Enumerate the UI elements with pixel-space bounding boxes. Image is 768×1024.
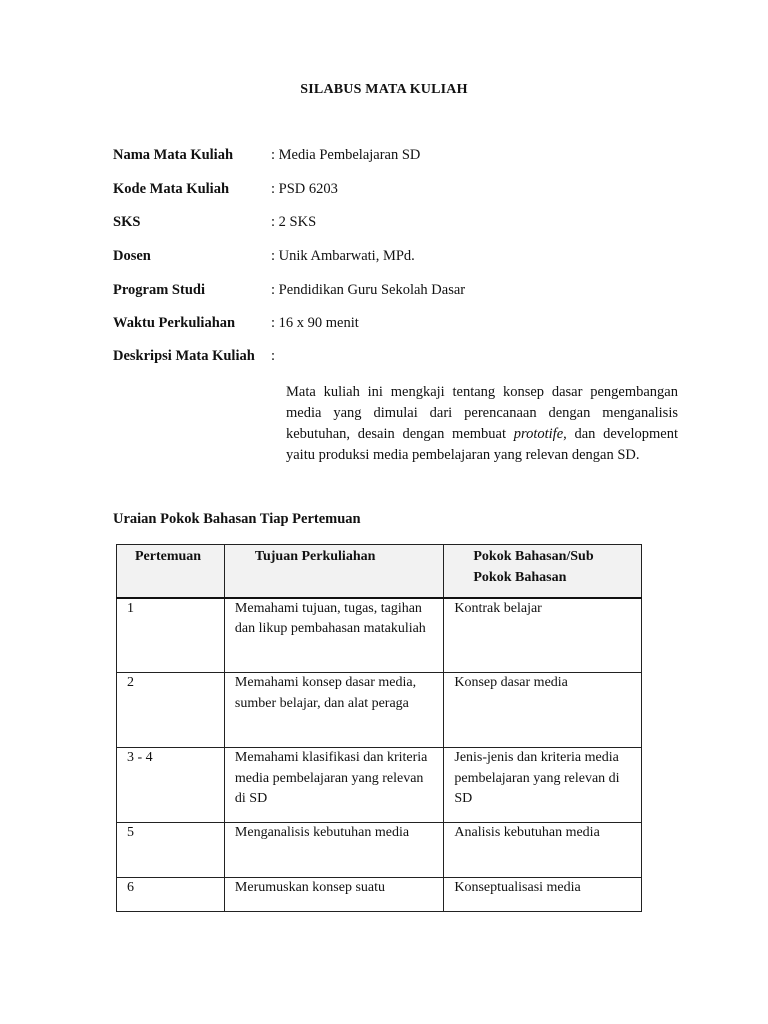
- meta-label: Kode Mata Kuliah: [113, 181, 230, 197]
- description-text: Mata kuliah ini mengkaji tentang konsep dasar pengembangan media yang dimulai dari perencanaan dengan menganalisis kebutuhan, desain dengan membuat: [286, 384, 678, 442]
- meta-course-name: [113, 147, 420, 167]
- cell-tujuan: Memahami konsep dasar media, sumber belajar, dan alat peraga: [224, 673, 443, 748]
- meta-label: Program Studi: [113, 282, 205, 298]
- meta-credits: [113, 214, 316, 234]
- cell-pertemuan: 2: [117, 673, 225, 748]
- meta-value: : 2 SKS: [271, 214, 317, 230]
- meta-lecture-time: [113, 315, 359, 335]
- cell-tujuan: Merumuskan konsep suatu: [224, 878, 443, 912]
- table-row: [117, 673, 642, 748]
- meetings-table: [116, 544, 642, 912]
- cell-pokok: Jenis-jenis dan kriteria media pembelajaran yang relevan di SD: [444, 748, 642, 823]
- table-row: [117, 748, 642, 823]
- meta-label: Deskripsi Mata Kuliah: [113, 348, 255, 364]
- description-text: , dan development yaitu produksi media pembelajaran yang relevan dengan SD.: [286, 426, 678, 463]
- cell-pertemuan: 1: [117, 598, 225, 673]
- header-tujuan: Tujuan Perkuliahan: [224, 545, 443, 598]
- course-description-paragraph: [286, 382, 678, 466]
- meta-value: : Unik Ambarwati, MPd.: [271, 248, 415, 264]
- document-title: SILABUS MATA KULIAH: [300, 82, 468, 97]
- meta-course-description: [113, 348, 275, 368]
- meta-label: SKS: [113, 214, 141, 230]
- header-pokok-line1: Pokok Bahasan/Sub: [473, 549, 594, 564]
- cell-pokok: Kontrak belajar: [444, 598, 642, 673]
- cell-pertemuan: 6: [117, 878, 225, 912]
- meta-value: : PSD 6203: [271, 181, 338, 197]
- meta-course-code: [113, 181, 338, 201]
- meta-value: : 16 x 90 menit: [271, 315, 359, 331]
- meta-study-program: [113, 282, 465, 302]
- meta-value: : Pendidikan Guru Sekolah Dasar: [271, 282, 466, 298]
- section-heading: Uraian Pokok Bahasan Tiap Pertemuan: [113, 511, 361, 527]
- cell-pertemuan: 5: [117, 823, 225, 878]
- meta-label: Waktu Perkuliahan: [113, 315, 236, 331]
- header-pertemuan: Pertemuan: [117, 545, 225, 598]
- meta-value: :: [271, 348, 276, 364]
- header-pokok-bahasan: [444, 545, 642, 598]
- description-italic-term: prototife: [513, 426, 564, 442]
- cell-pokok: Konseptualisasi media: [444, 878, 642, 912]
- meta-label: Dosen: [113, 248, 151, 264]
- cell-pokok: Analisis kebutuhan media: [444, 823, 642, 878]
- cell-tujuan: Menganalisis kebutuhan media: [224, 823, 443, 878]
- meta-label: Nama Mata Kuliah: [113, 147, 234, 163]
- table-row: [117, 598, 642, 673]
- meta-lecturer: [113, 248, 415, 268]
- cell-tujuan: Memahami klasifikasi dan kriteria media pembelajaran yang relevan di SD: [224, 748, 443, 823]
- cell-tujuan: Memahami tujuan, tugas, tagihan dan likup pembahasan matakuliah: [224, 598, 443, 673]
- table-header-row: [117, 545, 642, 598]
- meta-value: : Media Pembelajaran SD: [271, 147, 421, 163]
- table-row: [117, 878, 642, 912]
- table-row: [117, 823, 642, 878]
- cell-pertemuan: 3 - 4: [117, 748, 225, 823]
- cell-pokok: Konsep dasar media: [444, 673, 642, 748]
- header-pokok-line2: Pokok Bahasan: [473, 569, 567, 585]
